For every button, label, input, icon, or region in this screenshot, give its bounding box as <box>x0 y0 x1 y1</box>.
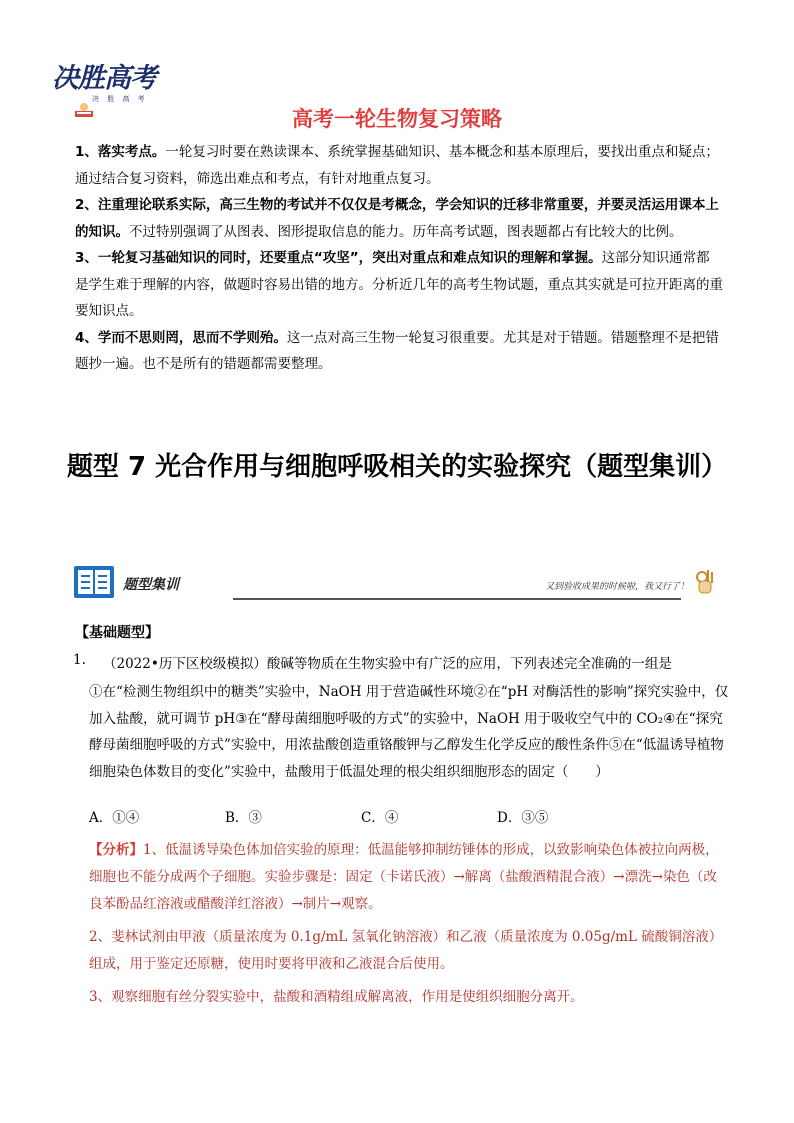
option-b: B．③ <box>225 810 262 826</box>
strategy-lead: 2、注重理论联系实际，高三生物的考试并不仅仅是考概念，学会知识的迁移非常重要，并要灵活运用课本上的知识。 <box>75 197 719 240</box>
page-title: 高考一轮生物复习策略 <box>292 107 502 131</box>
analysis-tag: 【分析】 <box>89 842 143 858</box>
option-c: C．④ <box>361 810 399 826</box>
logo-text: 决胜高考 <box>52 63 156 94</box>
banner-slogan: 又到验收成果的时候啦，我又行了！ <box>544 582 689 592</box>
strategy-text: 不过特别强调了从图表、图形提取信息的能力。历年高考试题，图表题都占有比较大的比例。 <box>129 223 683 240</box>
strategy-list <box>75 139 723 378</box>
question-statements: ①在“检测生物组织中的糖类”实验中，NaOH 用于营造碱性环境②在“pH 对酶活性的影响”探究实验中，仅加入盐酸，就可调节 pH③在“酵母菌细胞呼吸的方式”的实验中，NaOH 用于吸收空气中的 CO₂④在“探究酵母菌细胞呼吸的方式”实验中，用浓盐酸创造重铬酸钾与乙醇发生化学反应的酸性条件⑤在“低温诱导植物细胞染色体数目的变化”实验中，盐酸用于低温处理的根尖组织细胞形态的固定（ ） <box>89 684 729 780</box>
strategy-item <box>75 245 723 325</box>
strategy-text: 这一点对高三生物一轮复习很重要。尤其是对于错题。错题整理不是把错题抄一遍。也不是所有的错题都需要整理。 <box>75 329 719 372</box>
strategy-text: 这部分知识通常都是学生难于理解的内容，做题时容易出错的地方。分析近几年的高考生物试题，重点其实就是可拉开距离的重要知识点。 <box>75 250 723 319</box>
strategy-item <box>75 139 723 192</box>
strategy-item <box>75 325 723 378</box>
question-body <box>89 679 729 785</box>
option-d: D．③⑤ <box>497 810 549 826</box>
logo-subtext: 决 胜 高 考 <box>92 95 148 103</box>
strategy-lead: 1、落实考点。 <box>75 144 166 160</box>
banner-divider <box>233 598 681 600</box>
book-icon <box>73 565 115 599</box>
strategy-lead: 3、一轮复习基础知识的同时，还要重点“攻坚”，突出对重点和难点知识的理解和掌握。 <box>75 250 602 266</box>
ok-hand-icon <box>693 567 715 595</box>
question-number: 1. <box>73 652 86 668</box>
analysis-item <box>89 837 729 918</box>
option-a: A．①④ <box>89 810 140 826</box>
section-title: 题型 7 光合作用与细胞呼吸相关的实验探究（题型集训） <box>66 452 728 482</box>
analysis-text: 1、低温诱导染色体加倍实验的原理：低温能够抑制纺锤体的形成，以致影响染色体被拉向两极，细胞也不能分成两个子细胞。实验步骤是：固定（卡诺氏液）→解离（盐酸酒精混合液）→漂洗→染色（改良苯酚品红溶液或醋酸洋红溶液）→制片→观察。 <box>89 842 719 912</box>
analysis-item: 2、斐林试剂由甲液（质量浓度为 0.1g/mL 氢氧化钠溶液）和乙液（质量浓度为 0.05g/mL 硫酸铜溶液）组成，用于鉴定还原糖，使用时要将甲液和乙液混合后使用。 <box>89 929 723 972</box>
basic-type-label: 【基础题型】 <box>75 625 159 641</box>
section-banner <box>73 563 719 603</box>
strategy-item <box>75 192 723 245</box>
strategy-lead: 4、学而不思则罔，思而不学则殆。 <box>75 329 287 346</box>
analysis-item: 3、观察细胞有丝分裂实验中，盐酸和酒精组成解离液，作用是使组织细胞分离开。 <box>89 989 584 1005</box>
question-stem: （2022•历下区校级模拟）酸碱等物质在生物实验中有广泛的应用，下列表述完全准确的一组是 <box>103 656 672 672</box>
banner-label: 题型集训 <box>123 577 179 593</box>
strategy-text: 一轮复习时要在熟读课本、系统掌握基础知识、基本概念和基本原理后，要找出重点和疑点；通过结合复习资料，筛选出难点和考点，有针对地重点复习。 <box>75 144 719 187</box>
analysis-block <box>89 837 729 1017</box>
